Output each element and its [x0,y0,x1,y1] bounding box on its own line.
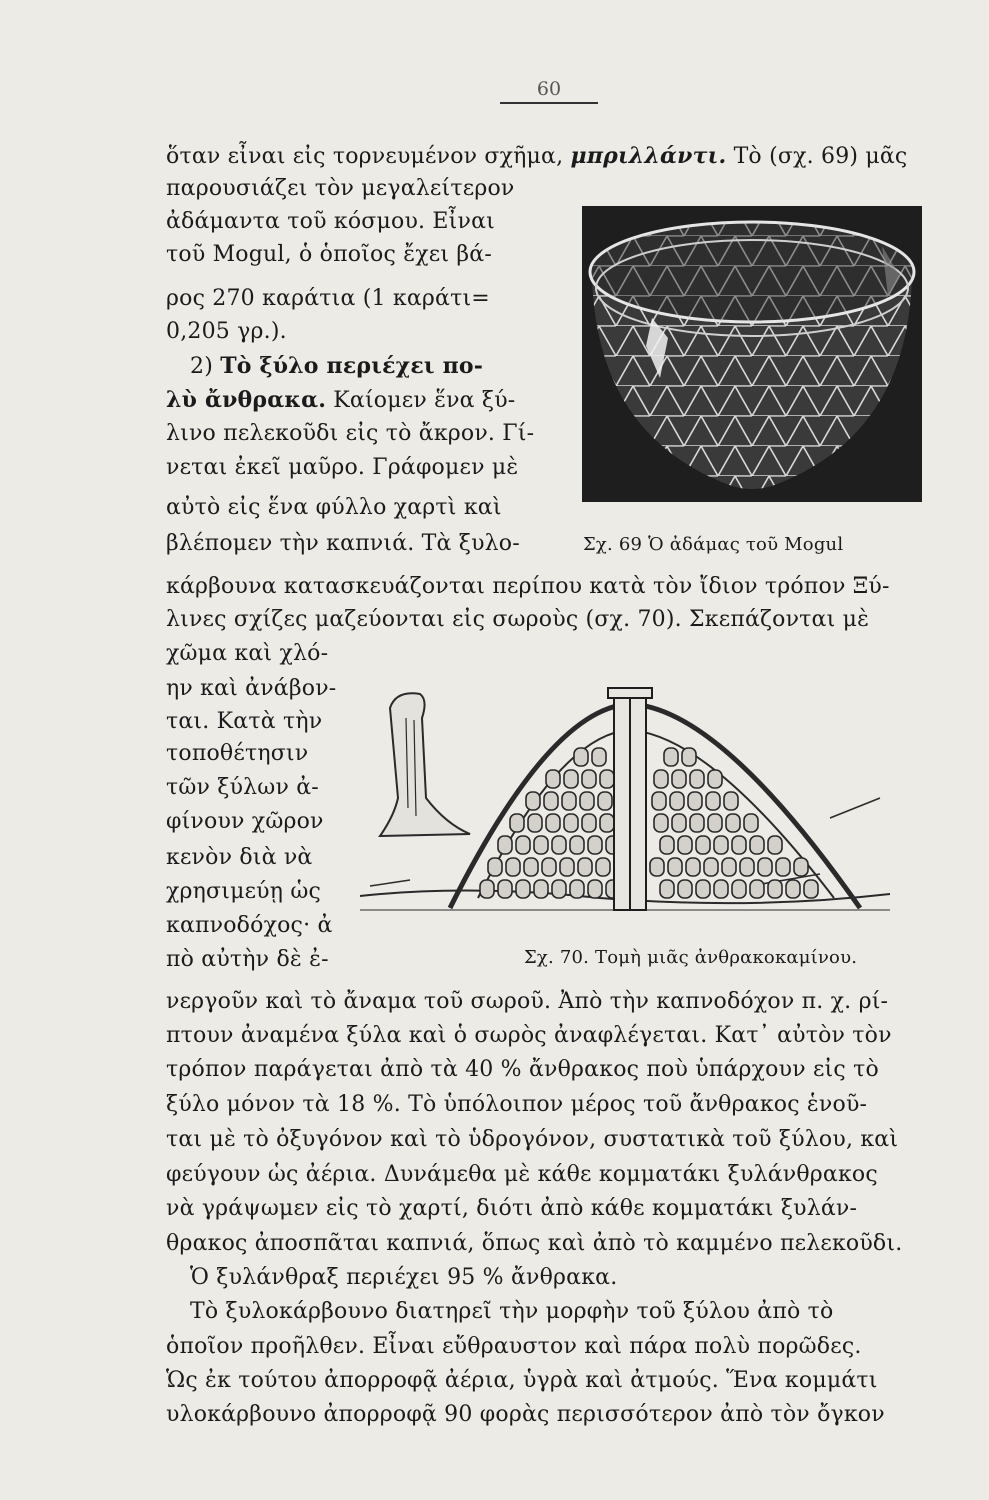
text-line: κάρβουνα κατασκευάζονται περίπου κατὰ τὸν ἴδιον τρόπον Ξύ- [166,574,890,599]
kiln-log [600,814,614,832]
kiln-log [672,770,686,788]
kiln-log [678,880,692,898]
kiln-log [804,880,818,898]
text-line: Τὸ ξυλοκάρβουνο διατηρεῖ τὴν μορφὴν τοῦ ξύλου ἀπὸ τὸ [190,1299,834,1324]
kiln-log [690,770,704,788]
kiln-log [592,748,606,766]
diamond-illustration [582,206,922,502]
kiln-illustration [350,648,895,938]
kiln-log [510,814,524,832]
kiln-log [588,880,602,898]
kiln-log [546,770,560,788]
kiln-log [794,858,808,876]
kiln-log [526,792,540,810]
text-fragment: ὅταν εἶναι εἰς τορνευμένον σχῆμα, [166,144,564,169]
kiln-log [574,748,588,766]
text-line: τοῦ Mogul, ὁ ὁποῖος ἔχει βά- [166,242,492,267]
kiln-log [668,858,682,876]
text-line [166,142,907,171]
kiln-log [562,792,576,810]
figure-69-mogul-diamond [582,206,922,502]
kiln-log [706,792,720,810]
figure-70-caption: Σχ. 70. Τομὴ μιᾶς ἀνθρακοκαμίνου. [524,947,858,968]
kiln-log [732,836,746,854]
kiln-log [696,836,710,854]
figure-69-caption: Σχ. 69 Ὁ ἀδάμας τοῦ Mogul [583,534,844,555]
kiln-log [660,836,674,854]
kiln-log [564,814,578,832]
section-heading: Τὸ ξύλο περιέχει πο- [220,353,484,379]
kiln-log [552,836,566,854]
kiln-log [724,792,738,810]
figure-70-charcoal-kiln [350,648,895,938]
text-line: καπνοδόχος· ἀ [166,913,333,938]
kiln-log [528,814,542,832]
text-line: 0,205 γρ.). [166,319,287,344]
kiln-log [534,880,548,898]
kiln-log [708,770,722,788]
kiln-log [654,814,668,832]
kiln-log [650,858,664,876]
kiln-log [652,792,666,810]
kiln-log [726,814,740,832]
kiln-log [708,814,722,832]
text-line: Ὡς ἐκ τούτου ἀπορροφᾷ ἀέρια, ὑγρὰ καὶ ἀτμούς. Ἕνα κομμάτι [166,1368,878,1393]
section-heading: λὺ ἄνθρακα. [166,387,327,413]
kiln-log [732,880,746,898]
kiln-log [578,858,592,876]
kiln-log [714,836,728,854]
kiln-log [582,814,596,832]
kiln-log [740,858,754,876]
text-line: ξύλο μόνον τὰ 18 %. Τὸ ὑπόλοιπον μέρος τοῦ ἄνθρακος ἑνοῦ- [166,1092,868,1117]
kiln-log [768,880,782,898]
kiln-log [596,858,610,876]
kiln-log [682,748,696,766]
kiln-log [544,792,558,810]
text-line: βλέπομεν τὴν καπνιά. Τὰ ξυλο- [166,531,520,556]
text-fragment: Καίομεν ἕνα ξύ- [333,388,516,413]
kiln-log [598,792,612,810]
kiln-log [776,858,790,876]
kiln-log [498,836,512,854]
kiln-log [660,880,674,898]
kiln-log [546,814,560,832]
kiln-log [560,858,574,876]
kiln-log [570,880,584,898]
emphasized-term: μπριλλάντι. [570,143,727,169]
kiln-log [506,858,520,876]
kiln-log [552,880,566,898]
kiln-log [600,770,614,788]
kiln-log [588,836,602,854]
text-line: χρησιμεύῃ ὡς [166,879,321,904]
page-number: 60 [500,78,598,104]
kiln-log [750,880,764,898]
text-line: νεται ἐκεῖ μαῦρο. Γράφομεν μὲ [166,455,519,480]
kiln-log [722,858,736,876]
kiln-log [664,748,678,766]
text-line: ρος 270 καράτια (1 καράτι= [166,286,490,311]
kiln-log [582,770,596,788]
text-line: παρουσιάζει τὸν μεγαλείτερον [166,176,515,201]
text-line: Ὁ ξυλάνθραξ περιέχει 95 % ἄνθρακα. [190,1265,618,1290]
text-line: αὐτὸ εἰς ἕνα φύλλο χαρτὶ καὶ [166,495,502,520]
kiln-log [488,858,502,876]
text-fragment: Τὸ (σχ. 69) μᾶς [733,144,908,169]
text-line: κενὸν διὰ νὰ [166,845,313,870]
kiln-log [678,836,692,854]
kiln-log [688,792,702,810]
kiln-log [516,836,530,854]
text-line: νὰ γράψωμεν εἰς τὸ χαρτί, διότι ἀπὸ κάθε κομματάκι ξυλάν- [166,1196,858,1221]
text-line: ὁποῖον προῆλθεν. Εἶναι εὔθραυστον καὶ πάρα πολὺ πορῶδες. [166,1334,862,1359]
text-line: πτουν ἀναμένα ξύλα καὶ ὁ σωρὸς ἀναφλέγεται. Κατ᾽ αὐτὸν τὸν [166,1023,892,1048]
text-line: λινο πελεκοῦδι εἰς τὸ ἄκρον. Γί- [166,421,535,446]
text-line: νεργοῦν καὶ τὸ ἄναμα τοῦ σωροῦ. Ἀπὸ τὴν καπνοδόχον π. χ. ρί- [166,989,889,1014]
kiln-log [696,880,710,898]
kiln-log [480,880,494,898]
kiln-log [498,880,512,898]
kiln-log [672,814,686,832]
text-line: χῶμα καὶ χλό- [166,641,329,666]
kiln-log [714,880,728,898]
text-line: θρακος ἀποσπᾶται καπνιά, ὅπως καὶ ἀπὸ τὸ καμμένο πελεκοῦδι. [166,1231,903,1256]
kiln-log [524,858,538,876]
text-line: ται μὲ τὸ ὀξυγόνον καὶ τὸ ὑδρογόνον, συστατικὰ τοῦ ξύλου, καὶ [166,1127,899,1152]
section-heading-line [190,352,483,381]
text-line: ἀδάμαντα τοῦ κόσμου. Εἶναι [166,209,495,234]
kiln-log [758,858,772,876]
kiln-log [580,792,594,810]
kiln-log [570,836,584,854]
kiln-log [690,814,704,832]
text-line: λινες σχίζες μαζεύονται εἰς σωροὺς (σχ. 70). Σκεπάζονται μὲ [166,607,870,632]
text-line: φίνουν χῶρον [166,809,324,834]
section-number: 2) [190,354,213,379]
text-line: φεύγουν ὡς ἀέρια. Δυνάμεθα μὲ κάθε κομματάκι ξυλάνθρακος [166,1162,878,1187]
kiln-log [654,770,668,788]
kiln-log [534,836,548,854]
kiln-log [744,814,758,832]
kiln-log [564,770,578,788]
text-line: τοποθέτησιν [166,741,309,766]
kiln-log [750,836,764,854]
kiln-log [516,880,530,898]
text-line: υλοκάρβουνο ἀπορροφᾷ 90 φορὰς περισσότερον ἀπὸ τὸν ὄγκον [166,1402,885,1427]
kiln-log [686,858,700,876]
kiln-log [768,836,782,854]
text-line [166,386,515,415]
text-line: τῶν ξύλων ἀ- [166,775,319,800]
text-line: τρόπον παράγεται ἀπὸ τὰ 40 % ἄνθρακος ποὺ ὑπάρχουν εἰς τὸ [166,1057,879,1082]
kiln-log [670,792,684,810]
text-line: ται. Κατὰ τὴν [166,709,323,734]
text-line: ην καὶ ἀνάβον- [166,676,337,701]
kiln-log [704,858,718,876]
text-line: πὸ αὐτὴν δὲ ἐ- [166,947,329,972]
kiln-log [542,858,556,876]
kiln-log [786,880,800,898]
